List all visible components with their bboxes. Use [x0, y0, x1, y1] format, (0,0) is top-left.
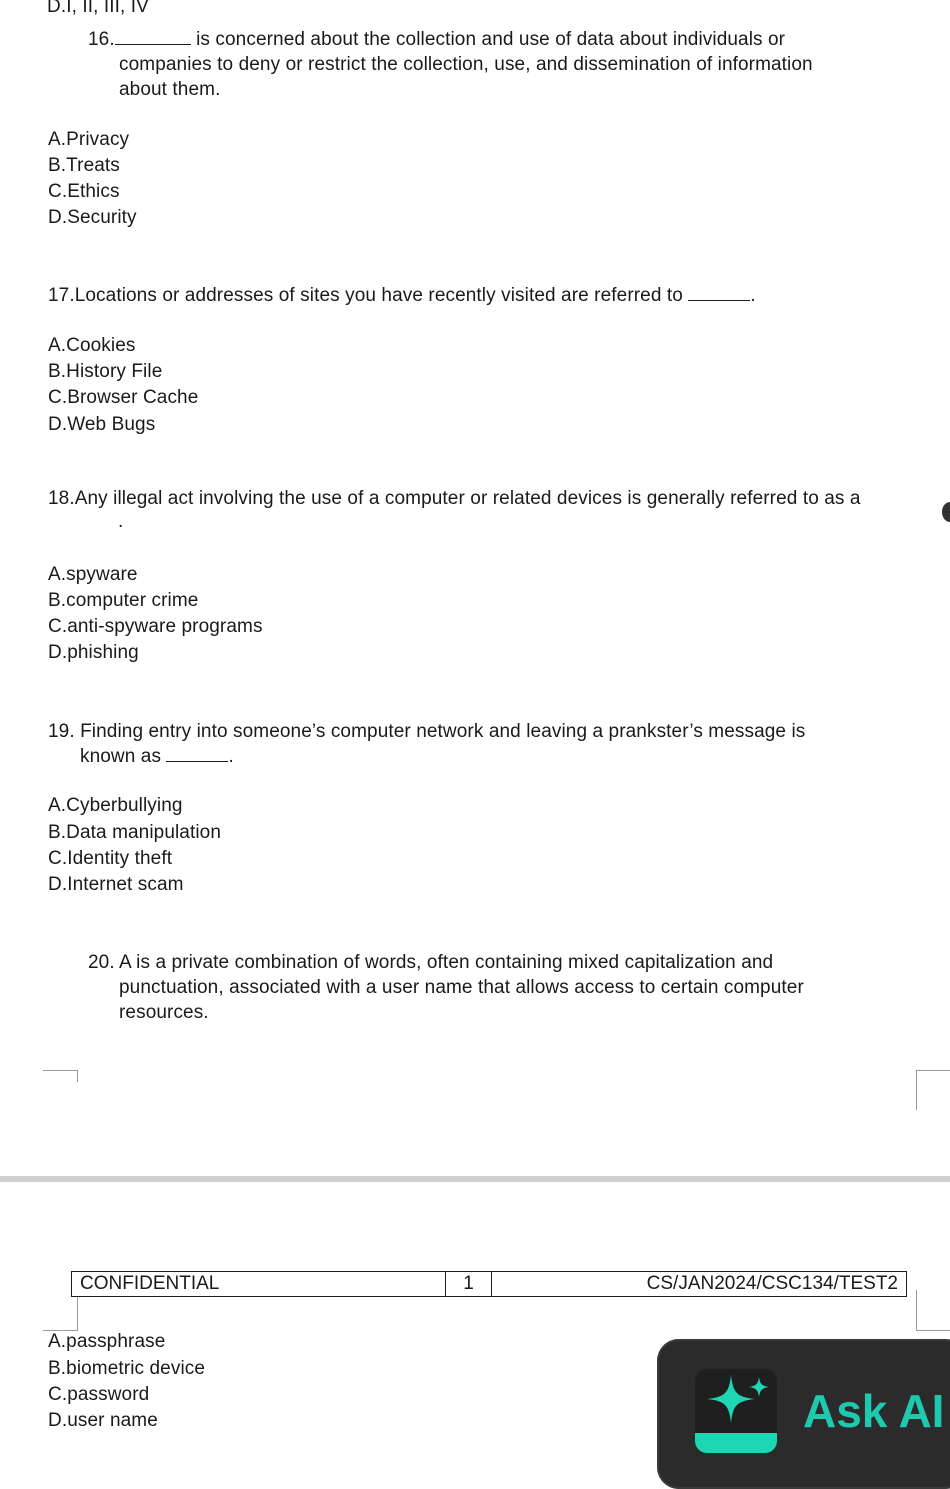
answer-blank [688, 286, 750, 301]
option-a[interactable]: A.spyware [48, 564, 138, 585]
option-c[interactable]: C.anti-spyware programs [48, 616, 263, 637]
option-d[interactable]: D.user name [48, 1410, 158, 1431]
footer-page-number: 1 [446, 1272, 492, 1296]
scroll-handle[interactable] [942, 502, 950, 522]
question-end: . [750, 285, 756, 306]
footer-course-code: CS/JAN2024/CSC134/TEST2 [646, 1273, 898, 1294]
crop-mark [916, 1290, 917, 1330]
option-b[interactable]: B.computer crime [48, 590, 199, 611]
question-20-line2: punctuation, associated with a user name that allows access to certain computer [119, 977, 804, 998]
option-b[interactable]: B.biometric device [48, 1358, 206, 1379]
crop-mark [916, 1330, 950, 1331]
question-17-line1 [48, 283, 756, 308]
option-b[interactable]: B.History File [48, 361, 163, 382]
option-c[interactable]: C.Identity theft [48, 848, 173, 869]
crop-mark [916, 1070, 950, 1071]
option-d[interactable]: D.Web Bugs [48, 414, 156, 435]
sparkle-icon [695, 1369, 777, 1453]
crop-mark [77, 1297, 78, 1331]
question-18-line1: 18.Any illegal act involving the use of a computer or related devices is generally referred to as a [48, 488, 861, 509]
option-d[interactable]: D.phishing [48, 642, 139, 663]
footer-confidential: CONFIDENTIAL [72, 1272, 446, 1296]
question-20-line3: resources. [119, 1002, 209, 1023]
icon-accent-bar [695, 1433, 777, 1453]
question-19-line2 [80, 744, 234, 769]
option-b[interactable]: B.Data manipulation [48, 822, 222, 843]
option-c[interactable]: C.password [48, 1384, 150, 1405]
answer-blank [115, 30, 191, 45]
question-19-line1: 19. Finding entry into someone’s computer network and leaving a prankster’s message is [48, 721, 806, 742]
question-16-line3: about them. [119, 79, 221, 100]
option-c[interactable]: C.Browser Cache [48, 387, 199, 408]
question-number: 16. [88, 29, 115, 50]
crop-mark [77, 1070, 78, 1082]
option-a[interactable]: A.Cookies [48, 335, 136, 356]
question-text: known as [80, 746, 162, 767]
option-c[interactable]: C.Ethics [48, 181, 120, 202]
question-end: . [228, 746, 234, 767]
question-20-line1: 20. A is a private combination of words, often containing mixed capitalization and [88, 952, 774, 973]
page-footer [71, 1271, 907, 1297]
option-a[interactable]: A.Privacy [48, 129, 130, 150]
previous-option-fragment: D.I, II, III, IV [47, 0, 149, 17]
option-b[interactable]: B.Treats [48, 155, 120, 176]
page-divider [0, 1176, 950, 1182]
question-16-line2: companies to deny or restrict the collection, use, and dissemination of information [119, 54, 813, 75]
question-text: is concerned about the collection and use of data about individuals or [196, 29, 786, 50]
crop-mark [916, 1070, 917, 1110]
option-d[interactable]: D.Internet scam [48, 874, 184, 895]
question-text: 17.Locations or addresses of sites you have recently visited are referred to [48, 285, 683, 306]
question-16-line1 [88, 27, 785, 52]
option-a[interactable]: A.passphrase [48, 1331, 166, 1352]
crop-mark [43, 1070, 77, 1071]
option-d[interactable]: D.Security [48, 207, 137, 228]
answer-blank [166, 747, 228, 762]
option-a[interactable]: A.Cyberbullying [48, 795, 183, 816]
ask-ai-label: Ask AI [803, 1385, 945, 1437]
question-18-line2: . [118, 511, 124, 532]
